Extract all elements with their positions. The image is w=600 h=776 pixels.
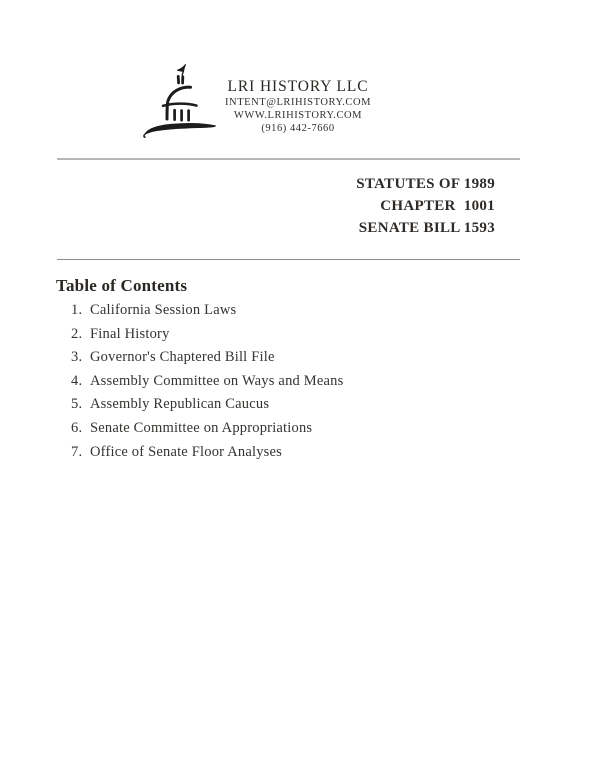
company-name: LRI HISTORY LLC — [227, 78, 369, 95]
toc-title: Table of Contents — [56, 276, 188, 295]
toc-item-label: Final History — [90, 325, 170, 342]
divider-top — [57, 158, 520, 160]
company-email: INTENT@LRIHISTORY.COM — [225, 97, 371, 108]
company-phone: (916) 442-7660 — [261, 123, 335, 135]
toc-list — [71, 299, 343, 464]
statutes-block — [356, 174, 495, 239]
toc-item-label: Office of Senate Floor Analyses — [90, 443, 282, 460]
toc-item-number: 2. — [71, 325, 83, 342]
toc-item — [71, 299, 343, 323]
statutes-bill: SENATE BILL 1593 — [358, 219, 495, 236]
statutes-chapter: CHAPTER 1001 — [380, 197, 495, 214]
toc-item — [71, 417, 343, 441]
toc-item-number: 1. — [71, 302, 83, 318]
toc-item-label: Assembly Republican Caucus — [90, 396, 270, 413]
toc-item-number: 3. — [71, 349, 83, 366]
toc-item — [71, 323, 343, 347]
toc-item-number: 6. — [71, 419, 83, 436]
letterhead — [200, 77, 396, 136]
company-website: WWW.LRIHISTORY.COM — [233, 110, 363, 122]
toc-item-number: 4. — [71, 372, 83, 389]
toc-item — [71, 393, 343, 417]
toc-item-label: California Session Laws — [90, 302, 237, 318]
toc-item — [71, 441, 343, 465]
statutes-year: STATUTES OF 1989 — [356, 176, 495, 192]
toc-item-label: Governor's Chaptered Bill File — [90, 349, 275, 366]
toc-item-label: Assembly Committee on Ways and Means — [90, 372, 344, 389]
toc-item-number: 7. — [71, 443, 83, 460]
toc-item-number: 5. — [71, 396, 83, 413]
toc-item — [71, 346, 343, 370]
toc-item-label: Senate Committee on Appropriations — [90, 419, 313, 436]
divider-bottom — [57, 259, 520, 261]
toc-item — [71, 370, 343, 394]
